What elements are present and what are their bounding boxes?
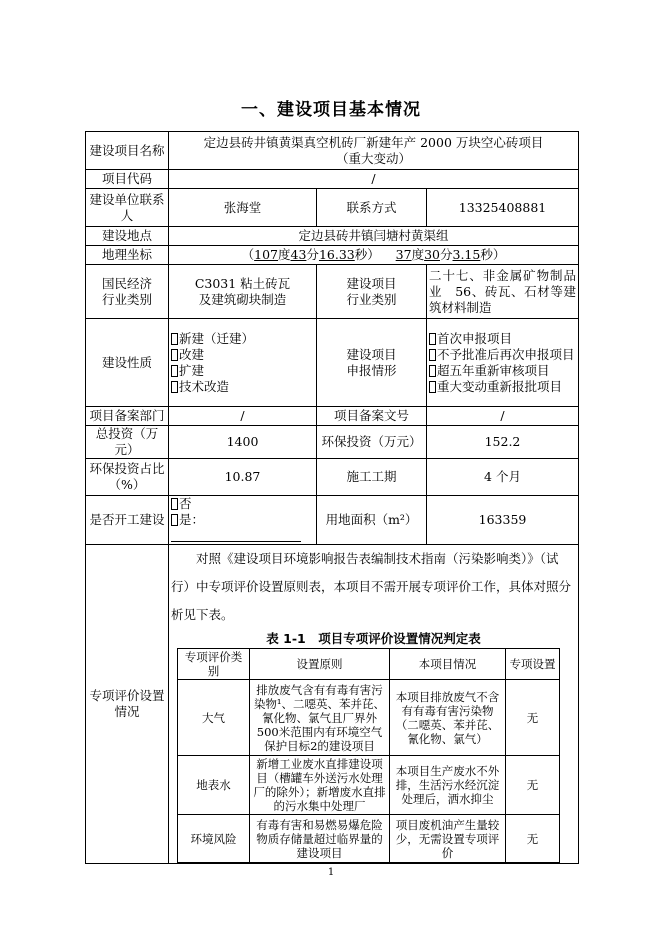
row-contact xyxy=(86,189,579,227)
nature-option-new[interactable]: 新建（迁建） xyxy=(171,331,314,347)
started-label: 是否开工建设 xyxy=(86,496,169,545)
special-eval-table xyxy=(177,648,560,863)
table-row xyxy=(178,756,560,815)
row-coordinates xyxy=(86,246,579,265)
filing-value: / xyxy=(427,407,579,426)
started-option-yes[interactable]: 是： xyxy=(171,512,314,544)
lon-second: 16.33 xyxy=(318,247,355,262)
ratio-label xyxy=(86,459,169,496)
nature-option-expand[interactable]: 扩建 xyxy=(171,363,314,379)
checkbox-icon[interactable] xyxy=(171,498,178,510)
row-category: 环境风险 xyxy=(178,815,250,863)
subtable-header-situation: 本项目情况 xyxy=(390,649,506,680)
site-value: 定边县砖井镇闫塘村黄渠组 xyxy=(169,227,579,246)
filing-label: 项目备案文号 xyxy=(317,407,427,426)
started-blank-line xyxy=(171,529,301,542)
row-situation: 本项目排放废气不含有有毒有害污染物（二噁英、苯并芘、氰化物、氯气） xyxy=(390,680,506,756)
row-category: 大气 xyxy=(178,680,250,756)
checkbox-icon[interactable] xyxy=(171,349,178,361)
subtable-header-setting: 专项设置 xyxy=(506,649,560,680)
report-option-first[interactable]: 首次申报项目 xyxy=(429,331,576,347)
row-started xyxy=(86,496,579,545)
industry-label-line-2: 行业类别 xyxy=(101,291,152,307)
special-label-line-1: 专项评价设置 xyxy=(89,688,165,703)
special-content xyxy=(169,545,579,864)
lat-minute: 30 xyxy=(424,247,440,262)
category-value: 二十七、非金属矿物制品业 56、砖瓦、石材等建筑材料制造 xyxy=(427,265,579,319)
project-name-value xyxy=(169,132,579,170)
project-code-value: / xyxy=(169,170,579,189)
ratio-label-line-1: 环保投资占比 xyxy=(89,461,165,476)
table-row xyxy=(178,815,560,863)
subtable-header-row xyxy=(178,649,560,680)
started-option-no[interactable]: 否 xyxy=(171,496,314,512)
category-label-line-1: 建设项目 xyxy=(346,275,397,291)
lat-minute-unit: 分 xyxy=(439,247,453,262)
row-setting: 无 xyxy=(506,756,560,815)
row-situation: 本项目生产废水不外排，生活污水经沉淀处理后，洒水抑尘 xyxy=(390,756,506,815)
contact-value: 张海堂 xyxy=(169,189,317,227)
project-name-label: 建设项目名称 xyxy=(86,132,169,170)
row-project-name xyxy=(86,132,579,170)
nature-options xyxy=(169,319,317,407)
ratio-value: 10.87 xyxy=(169,459,317,496)
row-principle: 新增工业废水直排建设项目（槽罐车外送污水处理厂的除外）；新增废水直排的污水集中处理厂 xyxy=(250,756,390,815)
lat-second-unit: 秒） xyxy=(480,247,506,262)
report-label xyxy=(317,319,427,407)
category-label xyxy=(317,265,427,319)
industry-value-line-2: 及建筑砌块制造 xyxy=(198,291,287,307)
checkbox-icon[interactable] xyxy=(429,333,436,345)
checkbox-icon[interactable] xyxy=(429,349,436,361)
report-option-five-year[interactable]: 超五年重新审核项目 xyxy=(429,363,576,379)
row-category: 地表水 xyxy=(178,756,250,815)
checkbox-icon[interactable] xyxy=(171,514,178,526)
checkbox-icon[interactable] xyxy=(429,365,436,377)
lon-second-unit: 秒） xyxy=(354,247,380,262)
area-label: 用地面积（m²） xyxy=(317,496,427,545)
report-label-line-2: 申报情形 xyxy=(346,362,397,378)
subtable-header-category: 专项评价类别 xyxy=(178,649,250,680)
ratio-label-line-2: （%） xyxy=(108,477,146,492)
industry-label-line-1: 国民经济 xyxy=(101,275,152,291)
lat-second: 3.15 xyxy=(452,247,481,262)
area-value: 163359 xyxy=(427,496,579,545)
special-paragraph: 对照《建设项目环境影响报告表编制技术指南（污染影响类）》（试行）中专项评价设置原则表，本项目不需开展专项评价工作，具体对照分析见下表。 xyxy=(171,551,572,622)
project-name-line-2: （重大变动） xyxy=(335,150,411,166)
phone-value: 13325408881 xyxy=(427,189,579,227)
lon-degree: 107 xyxy=(254,247,278,262)
period-label: 施工工期 xyxy=(317,459,427,496)
special-label xyxy=(86,545,169,864)
special-label-line-2: 情况 xyxy=(114,704,140,719)
checkbox-icon[interactable] xyxy=(429,381,436,393)
page-title: 一、建设项目基本情况 xyxy=(241,100,421,120)
nature-option-tech[interactable]: 技术改造 xyxy=(171,379,314,395)
coord-label: 地理坐标 xyxy=(86,246,169,265)
row-setting: 无 xyxy=(506,680,560,756)
row-project-code xyxy=(86,170,579,189)
lon-minute-unit: 分 xyxy=(306,247,319,262)
env-invest-label: 环保投资（万元） xyxy=(317,426,427,459)
row-principle: 有毒有害和易燃易爆危险物质存储量超过临界量的建设项目 xyxy=(250,815,390,863)
phone-label: 联系方式 xyxy=(317,189,427,227)
subtable-header-principle: 设置原则 xyxy=(250,649,390,680)
row-special-eval xyxy=(86,545,579,864)
lat-degree-unit: 度 xyxy=(411,247,425,262)
checkbox-icon[interactable] xyxy=(171,365,178,377)
industry-value-line-1: C3031 粘土砖瓦 xyxy=(194,275,291,291)
report-option-resubmit[interactable]: 不予批准后再次申报项目 xyxy=(429,347,576,363)
row-nature xyxy=(86,319,579,407)
page-number: 1 xyxy=(327,867,335,878)
category-label-line-2: 行业类别 xyxy=(346,291,397,307)
row-setting: 无 xyxy=(506,815,560,863)
dept-label: 项目备案部门 xyxy=(86,407,169,426)
industry-label xyxy=(86,265,169,319)
row-industry xyxy=(86,265,579,319)
coord-open-paren: （ xyxy=(241,247,255,262)
report-options xyxy=(427,319,579,407)
lon-minute: 43 xyxy=(290,247,307,262)
env-invest-value: 152.2 xyxy=(427,426,579,459)
lat-degree: 37 xyxy=(395,247,412,262)
report-label-line-1: 建设项目 xyxy=(346,346,397,362)
project-name-line-1: 定边县砖井镇黄渠真空机砖厂新建年产 2000 万块空心砖项目 xyxy=(203,134,544,150)
report-option-major-change[interactable]: 重大变动重新报批项目 xyxy=(429,379,576,395)
lon-degree-unit: 度 xyxy=(278,247,291,262)
period-value: 4 个月 xyxy=(427,459,579,496)
started-options xyxy=(169,496,317,545)
checkbox-icon[interactable] xyxy=(171,333,178,345)
nature-option-rebuild[interactable]: 改建 xyxy=(171,347,314,363)
row-principle: 排放废气含有有毒有害污染物¹、二噁英、苯并芘、氰化物、氯气且厂界外500米范围内有环境空气保护目标2的建设项目 xyxy=(250,680,390,756)
row-investment xyxy=(86,426,579,459)
coord-value xyxy=(169,246,579,265)
basic-info-table xyxy=(85,131,579,864)
dept-value: / xyxy=(169,407,317,426)
project-code-label: 项目代码 xyxy=(86,170,169,189)
checkbox-icon[interactable] xyxy=(171,381,178,393)
row-ratio xyxy=(86,459,579,496)
row-dept xyxy=(86,407,579,426)
contact-label: 建设单位联系人 xyxy=(86,189,169,227)
table-row xyxy=(178,680,560,756)
row-situation: 项目废机油产生量较少，无需设置专项评价 xyxy=(390,815,506,863)
invest-value: 1400 xyxy=(169,426,317,459)
row-site xyxy=(86,227,579,246)
site-label: 建设地点 xyxy=(86,227,169,246)
industry-value xyxy=(169,265,317,319)
subtable-title: 表 1-1 项目专项评价设置情况判定表 xyxy=(266,631,481,646)
nature-label: 建设性质 xyxy=(86,319,169,407)
invest-label: 总投资（万元） xyxy=(86,426,169,459)
